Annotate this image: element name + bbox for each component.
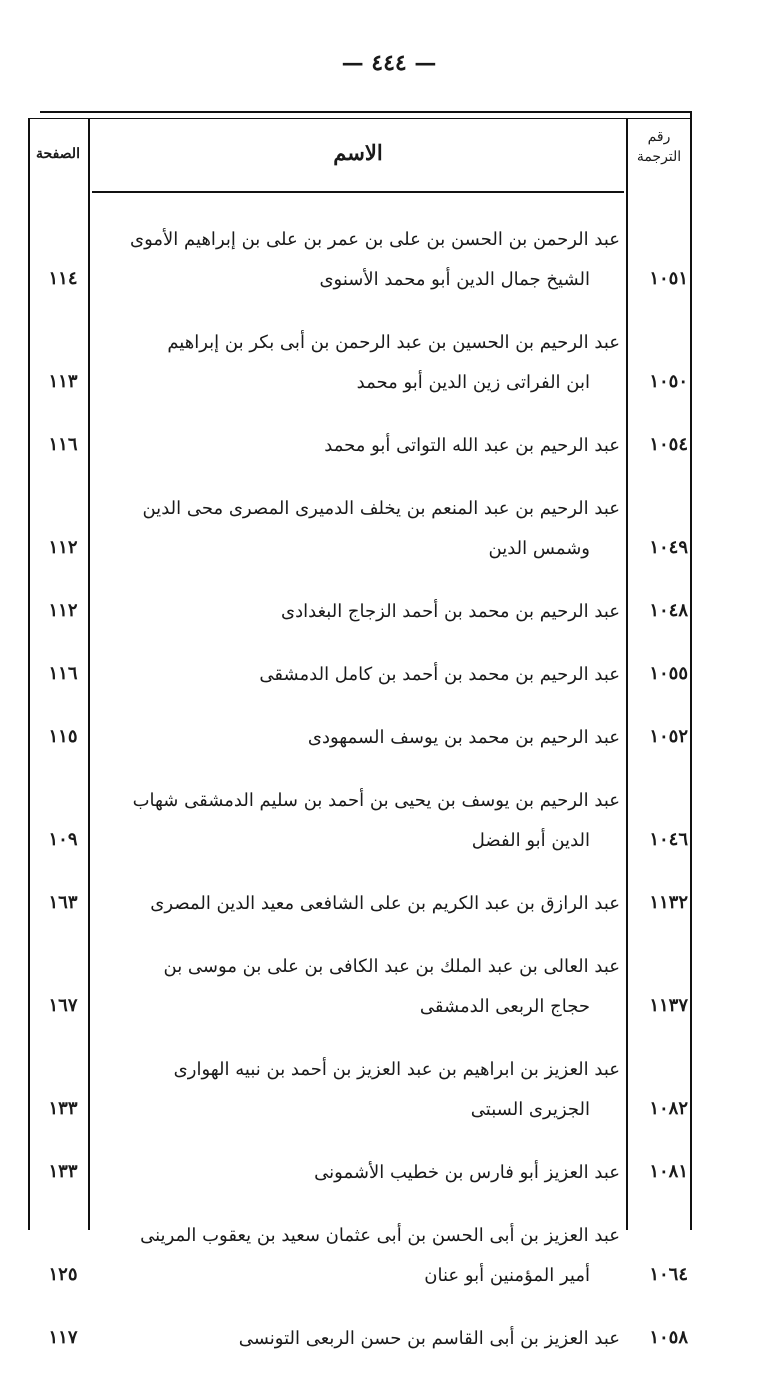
entry-name — [100, 220, 620, 300]
entry-number: ١٠٦٤ — [649, 1264, 688, 1285]
entry-page: ١٠٩ — [48, 829, 78, 850]
entry-number: ١٠٨٢ — [649, 1098, 688, 1119]
entry-number: ١١٣٢ — [649, 892, 688, 913]
entry-name-line: عبد الرحمن بن الحسن بن على بن عمر بن على بن إبراهيم الأموى — [130, 229, 620, 250]
entry-number: ١٠٥٢ — [649, 726, 688, 747]
entry-number: ١٠٤٩ — [649, 537, 688, 558]
entry-name — [100, 1319, 620, 1359]
entry-name-line: عبد الرحيم بن الحسين بن عبد الرحمن بن أبى بكر بن إبراهيم — [167, 332, 620, 353]
entry-number: ١٠٥٠ — [649, 371, 688, 392]
entry-name — [100, 718, 620, 758]
entry-name-line: عبد العزيز بن أبى الحسن بن أبى عثمان سعيد بن يعقوب المرينى — [140, 1225, 620, 1246]
list-item — [0, 489, 778, 584]
entry-page: ١١٥ — [48, 726, 78, 747]
header-page: الصفحة — [36, 146, 80, 162]
entry-number: ١٠٤٦ — [649, 829, 688, 850]
entry-number: ١٠٤٨ — [649, 600, 688, 621]
entry-name — [100, 1153, 620, 1193]
entry-name — [100, 426, 620, 466]
list-item — [0, 884, 778, 939]
entry-name-line: عبد العزيز بن أبى القاسم بن حسن الربعى التونسى — [238, 1328, 620, 1349]
entry-page: ١١٢ — [48, 537, 78, 558]
entry-number: ١٠٨١ — [649, 1161, 688, 1182]
entry-name — [100, 947, 620, 1027]
entry-page: ١١٦ — [48, 663, 78, 684]
entry-number: ١١٣٧ — [649, 995, 688, 1016]
entry-name-line: عبد العزيز أبو فارس بن خطيب الأشمونى — [314, 1162, 620, 1183]
entry-page: ١٣٣ — [48, 1161, 78, 1182]
table-top-rule — [40, 111, 692, 113]
list-item — [0, 1319, 778, 1374]
entry-page: ١٢٥ — [48, 1264, 78, 1285]
entry-name-line: عبد العالى بن عبد الملك بن عبد الكافى بن على بن موسى بن — [163, 956, 620, 977]
header-name: الاسم — [333, 140, 383, 165]
entry-name — [100, 1216, 620, 1296]
header-number: رقم الترجمة — [636, 129, 682, 165]
entry-name-line: وشمس الدين — [488, 538, 590, 559]
entry-name-line: عبد الرحيم بن عبد المنعم بن يخلف الدميرى المصرى محى الدين — [142, 498, 620, 519]
entry-page: ١١٦ — [48, 434, 78, 455]
list-item — [0, 655, 778, 710]
entry-name-line: الجزيرى السبتى — [470, 1099, 590, 1120]
entry-page: ١١٤ — [48, 268, 78, 289]
entry-page: ١١٢ — [48, 600, 78, 621]
entry-name-line: عبد الرحيم بن محمد بن يوسف السمهودى — [307, 727, 620, 748]
entry-name — [100, 489, 620, 569]
entry-name-line: الدين أبو الفضل — [471, 830, 590, 851]
entry-number: ١٠٥٥ — [649, 663, 688, 684]
table-top-rule-thin — [28, 118, 692, 119]
entry-name-line: عبد الرحيم بن محمد بن أحمد بن كامل الدمشقى — [259, 664, 620, 685]
entry-name-line: عبد الرحيم بن عبد الله التواتى أبو محمد — [324, 435, 620, 456]
entry-name-line: عبد الرحيم بن يوسف بن يحيى بن أحمد بن سليم الدمشقى شهاب — [132, 790, 620, 811]
entry-name — [100, 655, 620, 695]
entry-number: ١٠٥١ — [649, 268, 688, 289]
list-item — [0, 947, 778, 1042]
entry-page: ١١٧ — [48, 1327, 78, 1348]
list-item — [0, 781, 778, 876]
entry-name-line: أمير المؤمنين أبو عنان — [424, 1265, 590, 1286]
list-item — [0, 1153, 778, 1208]
entry-name-line: عبد الرحيم بن محمد بن أحمد الزجاج البغدادى — [281, 601, 620, 622]
page-number: — ٤٤٤ — — [341, 50, 437, 76]
entry-name-line: عبد العزيز بن ابراهيم بن عبد العزيز بن أحمد بن نبيه الهوارى — [173, 1059, 620, 1080]
entry-page: ١٦٣ — [48, 892, 78, 913]
list-item — [0, 1050, 778, 1145]
entry-name — [100, 592, 620, 632]
list-item — [0, 592, 778, 647]
list-item — [0, 718, 778, 773]
entry-name-line: الشيخ جمال الدين أبو محمد الأسنوى — [319, 269, 590, 290]
list-item — [0, 426, 778, 481]
entry-page: ١٦٧ — [48, 995, 78, 1016]
entry-name-line: حجاج الربعى الدمشقى — [419, 996, 590, 1017]
list-item — [0, 323, 778, 418]
entry-name — [100, 884, 620, 924]
entry-name — [100, 323, 620, 403]
entry-number: ١٠٥٨ — [649, 1327, 688, 1348]
entry-number: ١٠٥٤ — [649, 434, 688, 455]
entry-page: ١٣٣ — [48, 1098, 78, 1119]
list-item — [0, 1216, 778, 1311]
list-item — [0, 220, 778, 315]
entry-name-line: ابن الفراتى زين الدين أبو محمد — [356, 372, 590, 393]
entry-name — [100, 1050, 620, 1130]
entry-page: ١١٣ — [48, 371, 78, 392]
header-rule — [92, 191, 624, 193]
entry-name — [100, 781, 620, 861]
entry-name-line: عبد الرازق بن عبد الكريم بن على الشافعى معيد الدين المصرى — [150, 893, 620, 914]
